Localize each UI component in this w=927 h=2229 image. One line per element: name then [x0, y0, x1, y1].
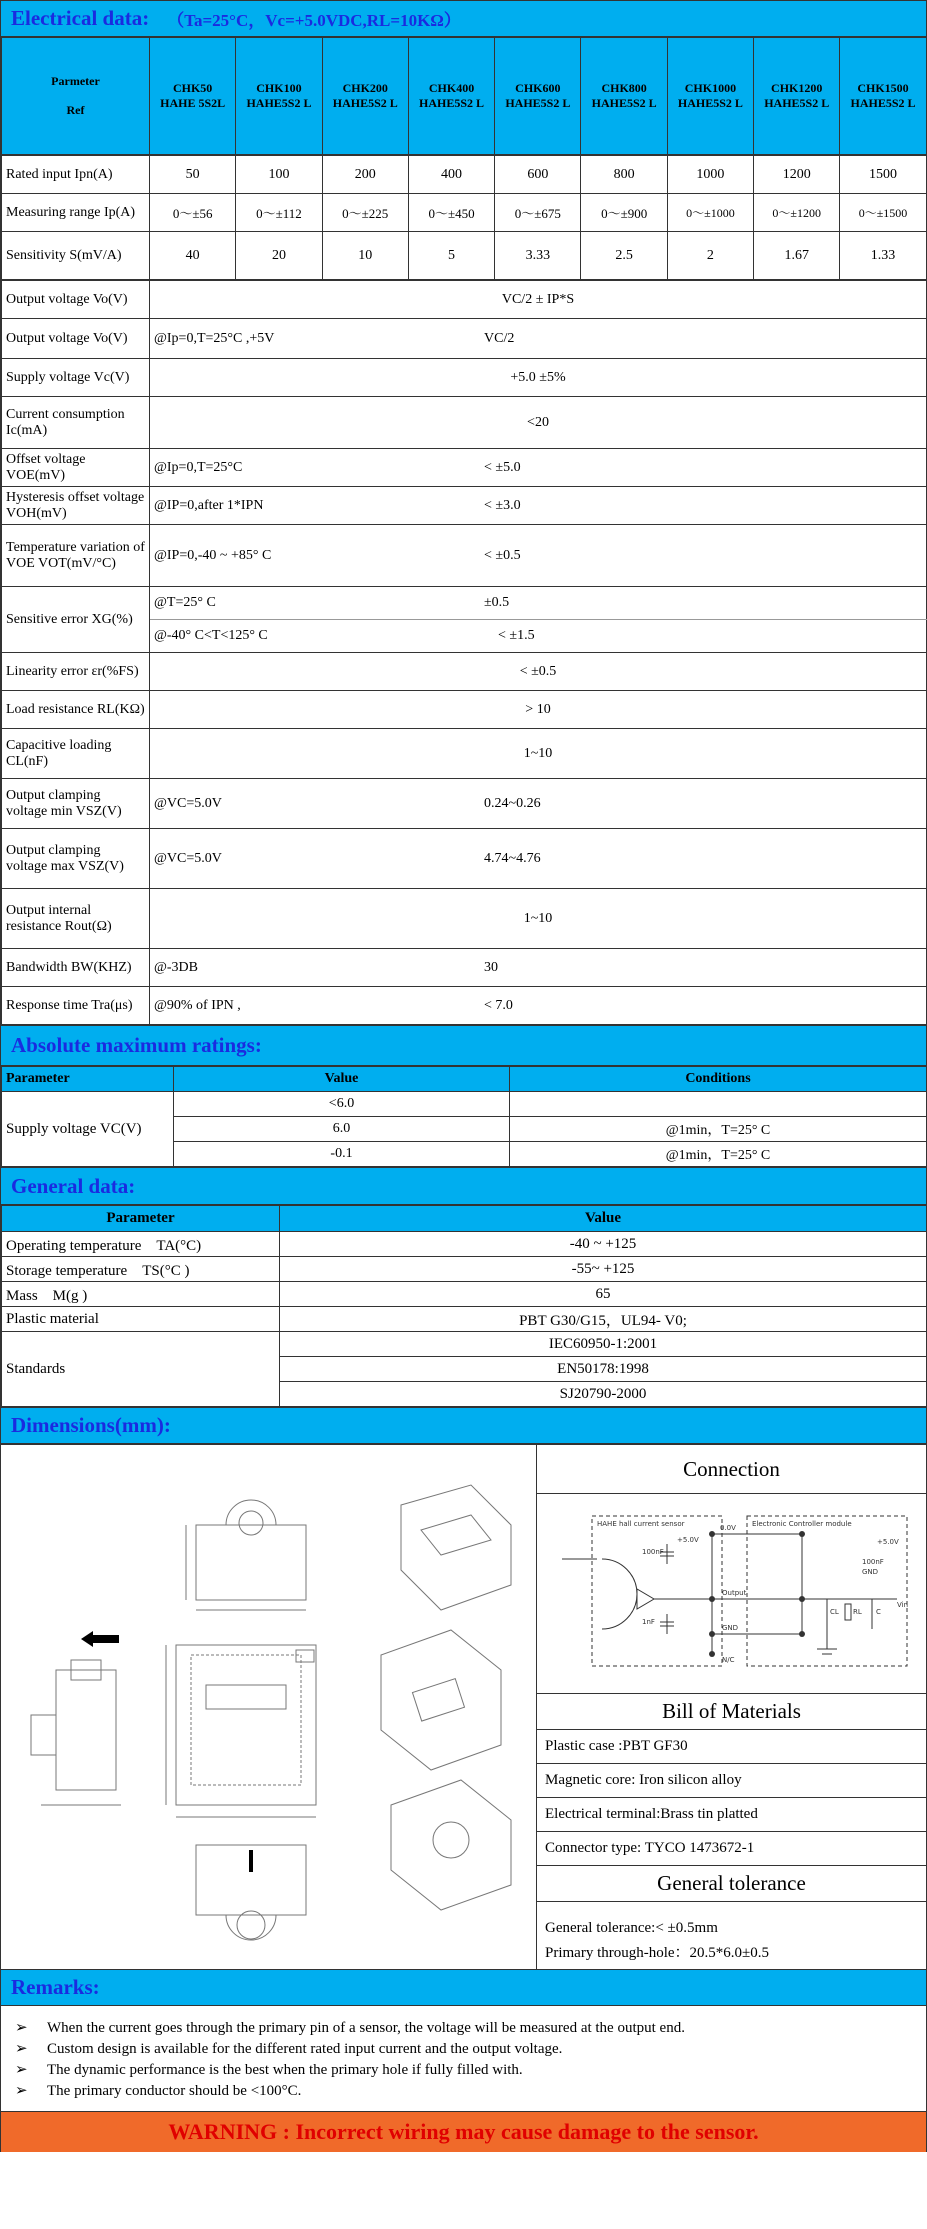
general-title: General data: [11, 1173, 136, 1198]
rated-value: 1500 [840, 156, 926, 194]
remarks-header [1, 1969, 926, 2006]
range-value: 0～±225 [322, 194, 408, 232]
spec-value: VC/2 ± IP*S [501, 291, 575, 307]
absolute-ratings-header [1, 1025, 926, 1066]
standard-value: SJ20790-2000 [280, 1382, 927, 1407]
bom-item: Connector type: TYCO 1473672-1 [537, 1832, 926, 1866]
abs-cond [510, 1092, 927, 1117]
model-header: CHK800 HAHE5S2 L [581, 38, 667, 155]
rated-value: 1000 [667, 156, 753, 194]
spec-label: Output clamping voltage max VSZ(V) [2, 829, 150, 889]
abs-value: -0.1 [174, 1142, 510, 1167]
abs-cond: @1min，T=25° C [510, 1142, 927, 1167]
spec-label: Hysteresis offset voltage VOH(mV) [2, 487, 150, 525]
remark-text: When the current goes through the primary pin of a sensor, the voltage will be measured at the output end. [47, 2020, 685, 2036]
spec-value: < ±1.5 [498, 628, 535, 643]
spec-value: < ±0.5 [484, 547, 521, 563]
spec-label: Linearity error εr(%FS) [2, 653, 150, 691]
spec-rows [2, 653, 927, 1025]
spec-row [2, 281, 927, 319]
range-value: 0～±112 [236, 194, 322, 232]
supply-voltage-label: Supply voltage VC(V) [2, 1092, 174, 1167]
spec-cell [150, 653, 927, 691]
sensitive-error-rows [2, 587, 927, 653]
connection-title: Connection [537, 1445, 926, 1494]
general-data-table [1, 1205, 927, 1407]
output-label: Output [721, 1588, 746, 1597]
remark-item [15, 2018, 912, 2039]
c-label: C [875, 1607, 881, 1616]
gen-param-header: Parameter [2, 1206, 280, 1232]
abs-cond-header: Conditions [510, 1067, 927, 1092]
wiring-warning: WARNING : Incorrect wiring may cause damage to the sensor. [1, 2111, 926, 2152]
spec-cell [150, 829, 927, 889]
v5b-label: +5.0V [876, 1537, 899, 1546]
gen-value: -40 ~ +125 [280, 1232, 927, 1257]
sens-value: 2.5 [581, 232, 667, 280]
sens-value: 20 [236, 232, 322, 280]
spec-value: ±0.5 [484, 595, 510, 610]
abs-cond: @1min，T=25° C [510, 1117, 927, 1142]
spec-value: < ±5.0 [484, 459, 521, 475]
spec-row [2, 359, 927, 397]
spec-condition: @IP=0,-40 ~ +85° C [154, 547, 272, 563]
spec-value: 0.24~0.26 [484, 795, 541, 811]
abs-value: <6.0 [174, 1092, 510, 1117]
range-value: 0～±56 [150, 194, 236, 232]
measuring-range-label: Measuring range Ip(A) [2, 194, 150, 232]
general-head-row [2, 1206, 927, 1232]
range-value: 0～±1000 [667, 194, 753, 232]
standard-value: EN50178:1998 [280, 1357, 927, 1382]
spec-condition: @Ip=0,T=25°C [154, 459, 243, 475]
spec-cell [150, 487, 927, 525]
model-header: CHK600 HAHE5S2 L [495, 38, 581, 155]
spec-cell [150, 587, 927, 620]
spec-value: < 7.0 [484, 997, 513, 1013]
ref-header-label: Ref [66, 103, 85, 117]
spec-condition: @-40° C<T<125° C [154, 628, 268, 643]
gen-row [2, 1282, 927, 1307]
remark-item [15, 2081, 912, 2102]
v5-label: +5.0V [676, 1535, 699, 1544]
general-data-header [1, 1167, 926, 1205]
remark-item [15, 2039, 912, 2060]
spec-row [2, 779, 927, 829]
gnd2-label: GND [861, 1567, 878, 1576]
spec-row [2, 987, 927, 1025]
gen-label: Mass M(g ) [2, 1282, 280, 1307]
sens-value: 1.33 [840, 232, 926, 280]
rated-value: 100 [236, 156, 322, 194]
spec-label: Current consumption Ic(mA) [2, 397, 150, 449]
bom-title: Bill of Materials [537, 1694, 926, 1730]
gen-label: Operating temperature TA(°C) [2, 1232, 280, 1257]
spec-label: Bandwidth BW(KHZ) [2, 949, 150, 987]
dimensions-header [1, 1407, 926, 1444]
spec-condition: @Ip=0,T=25°C ,+5V [154, 330, 275, 346]
gen-value: -55~ +125 [280, 1257, 927, 1282]
spec-rows [2, 281, 927, 587]
cap3-label: 100nF [861, 1557, 884, 1566]
spec-cell [150, 889, 927, 949]
nc-label: N/C [721, 1655, 734, 1664]
sens-value: 3.33 [495, 232, 581, 280]
spec-cell [150, 359, 927, 397]
model-header: CHK50 HAHE 5S2L [150, 38, 236, 155]
spec-condition: @VC=5.0V [154, 850, 222, 866]
model-header: CHK1500 HAHE5S2 L [840, 38, 926, 155]
dimensions-section [1, 1444, 926, 1969]
sens-value: 40 [150, 232, 236, 280]
spec-condition: @VC=5.0V [154, 795, 222, 811]
spec-value: 1~10 [523, 745, 553, 761]
remark-text: The dynamic performance is the best when the primary hole if fully filled with. [47, 2062, 523, 2078]
rated-value: 800 [581, 156, 667, 194]
spec-label: Temperature variation of VOE VOT(mV/°C) [2, 525, 150, 587]
gen-row [2, 1332, 927, 1357]
gen-value-header: Value [280, 1206, 927, 1232]
spec-value: 1~10 [523, 910, 553, 926]
remarks-list [1, 2006, 926, 2111]
sensitivity-row [2, 232, 927, 280]
electrical-table [1, 37, 927, 155]
spec-value: <20 [527, 414, 549, 430]
spec-label: Output voltage Vo(V) [2, 319, 150, 359]
dimensions-title: Dimensions(mm): [11, 1413, 171, 1437]
gen-value: 65 [280, 1282, 927, 1307]
spec-row [2, 653, 927, 691]
param-header-label: Parmeter [51, 74, 100, 88]
tolerance-title: General tolerance [537, 1866, 926, 1902]
model-header: CHK1200 HAHE5S2 L [754, 38, 840, 155]
sensor-label: HAHE hall current sensor [596, 1519, 684, 1528]
spec-row [2, 729, 927, 779]
cap1-label: 100nF [641, 1547, 664, 1556]
spec-cell [150, 525, 927, 587]
abs-param-header: Parameter [2, 1067, 174, 1092]
rated-value: 200 [322, 156, 408, 194]
spec-label: Output voltage Vo(V) [2, 281, 150, 319]
cl-label: CL [829, 1607, 839, 1616]
gen-value: PBT G30/G15，UL94- V0; [280, 1307, 927, 1332]
electrical-spec-table [1, 280, 927, 1025]
spec-condition: @T=25° C [154, 595, 216, 610]
spec-row [2, 525, 927, 587]
spec-row [2, 949, 927, 987]
gnd-label: GND [721, 1623, 738, 1632]
spec-label: Load resistance RL(KΩ) [2, 691, 150, 729]
spec-value: < ±3.0 [484, 497, 521, 513]
spec-value: > 10 [525, 701, 551, 717]
bullet-icon: ➢ [15, 2020, 28, 2036]
spec-label: Supply voltage Vc(V) [2, 359, 150, 397]
spec-value: +5.0 ±5% [510, 369, 566, 385]
bullet-icon: ➢ [15, 2083, 28, 2099]
spec-cell [150, 281, 927, 319]
spec-cell [150, 987, 927, 1025]
general-rows [2, 1232, 927, 1332]
rated-value: 50 [150, 156, 236, 194]
spec-value: < ±0.5 [519, 663, 557, 679]
tolerance-block [537, 1902, 926, 1969]
standards-label: Standards [2, 1332, 280, 1407]
dimensions-info [537, 1445, 926, 1969]
sens-value: 2 [667, 232, 753, 280]
bom-item: Plastic case :PBT GF30 [537, 1730, 926, 1764]
model-header: CHK200 HAHE5S2 L [322, 38, 408, 155]
abs-value: 6.0 [174, 1117, 510, 1142]
spec-condition: @-3DB [154, 959, 199, 975]
electrical-head-row [2, 38, 927, 155]
mechanical-drawings [1, 1445, 537, 1969]
rated-value: 400 [408, 156, 494, 194]
electrical-data-header [1, 0, 926, 37]
spec-row [2, 397, 927, 449]
param-ref-header [2, 38, 150, 155]
abs-value-header: Value [174, 1067, 510, 1092]
range-value: 0～±1500 [840, 194, 926, 232]
absolute-title: Absolute maximum ratings: [11, 1033, 262, 1057]
module-label: Electronic Controller module [751, 1519, 852, 1528]
range-value: 0～±900 [581, 194, 667, 232]
model-header: CHK100 HAHE5S2 L [236, 38, 322, 155]
bom-item: Magnetic core: Iron silicon alloy [537, 1764, 926, 1798]
standard-value: IEC60950-1:2001 [280, 1332, 927, 1357]
sens-value: 10 [322, 232, 408, 280]
spec-value: VC/2 [484, 330, 515, 346]
abs-row [2, 1092, 927, 1117]
spec-label: Output clamping voltage min VSZ(V) [2, 779, 150, 829]
spec-cell [150, 319, 927, 359]
spec-row [2, 319, 927, 359]
sens-value: 1.67 [754, 232, 840, 280]
spec-row [2, 829, 927, 889]
rated-value: 1200 [754, 156, 840, 194]
range-value: 0～±675 [495, 194, 581, 232]
measuring-range-row [2, 194, 927, 232]
spec-condition: @IP=0,after 1*IPN [154, 497, 264, 513]
remark-text: Custom design is available for the different rated input current and the output voltage. [47, 2041, 563, 2057]
wiring-diagram [542, 1504, 922, 1684]
spec-row [2, 691, 927, 729]
spec-cell [150, 779, 927, 829]
spec-row [2, 449, 927, 487]
mechanical-drawing-image [1, 1445, 536, 1969]
sensitive-error-label: Sensitive error XG(%) [2, 587, 150, 653]
remark-item [15, 2060, 912, 2081]
sens-value: 5 [408, 232, 494, 280]
spec-label: Output internal resistance Rout(Ω) [2, 889, 150, 949]
gen-row [2, 1232, 927, 1257]
range-value: 0～±1200 [754, 194, 840, 232]
remarks-title: Remarks: [11, 1975, 100, 1999]
cap2-label: 1nF [641, 1617, 655, 1626]
spec-label: Capacitive loading CL(nF) [2, 729, 150, 779]
absolute-ratings-table [1, 1066, 927, 1167]
bullet-icon: ➢ [15, 2041, 28, 2057]
v0-label: 0.0V [719, 1523, 736, 1532]
spec-value: 4.74~4.76 [484, 850, 541, 866]
range-value: 0～±450 [408, 194, 494, 232]
spec-cell [150, 449, 927, 487]
spec-label: Offset voltage VOE(mV) [2, 449, 150, 487]
connection-diagram [537, 1494, 926, 1694]
rl-label: RL [852, 1607, 862, 1616]
rated-input-row [2, 156, 927, 194]
electrical-title: Electrical data: [11, 6, 150, 30]
tolerance-item: Primary through-hole：20.5*6.0±0.5 [545, 1945, 770, 1961]
gen-label: Plastic material [2, 1307, 280, 1332]
spec-cell [150, 691, 927, 729]
rated-value: 600 [495, 156, 581, 194]
model-header: CHK400 HAHE5S2 L [408, 38, 494, 155]
sensitivity-label: Sensitivity S(mV/A) [2, 232, 150, 280]
spec-cell [150, 729, 927, 779]
tolerance-item: General tolerance:< ±0.5mm [545, 1920, 718, 1936]
spec-label: Response time Tra(μs) [2, 987, 150, 1025]
remark-text: The primary conductor should be <100°C. [47, 2083, 302, 2099]
bullet-icon: ➢ [15, 2062, 28, 2078]
spec-row [2, 587, 927, 620]
rated-input-label: Rated input Ipn(A) [2, 156, 150, 194]
electrical-conditions: （Ta=25°C，Vc=+5.0VDC,RL=10KΩ） [167, 11, 461, 30]
gen-row [2, 1257, 927, 1282]
vin-label: Vin [896, 1600, 908, 1609]
spec-cell [150, 620, 927, 653]
bom-item: Electrical terminal:Brass tin platted [537, 1798, 926, 1832]
spec-condition: @90% of IPN , [154, 997, 241, 1013]
absolute-head-row [2, 1067, 927, 1092]
electrical-values-table [1, 155, 927, 280]
model-header: CHK1000 HAHE5S2 L [667, 38, 753, 155]
spec-cell [150, 949, 927, 987]
gen-label: Storage temperature TS(°C ) [2, 1257, 280, 1282]
gen-row [2, 1307, 927, 1332]
spec-row [2, 487, 927, 525]
spec-value: 30 [484, 959, 498, 975]
spec-cell [150, 397, 927, 449]
spec-row [2, 889, 927, 949]
